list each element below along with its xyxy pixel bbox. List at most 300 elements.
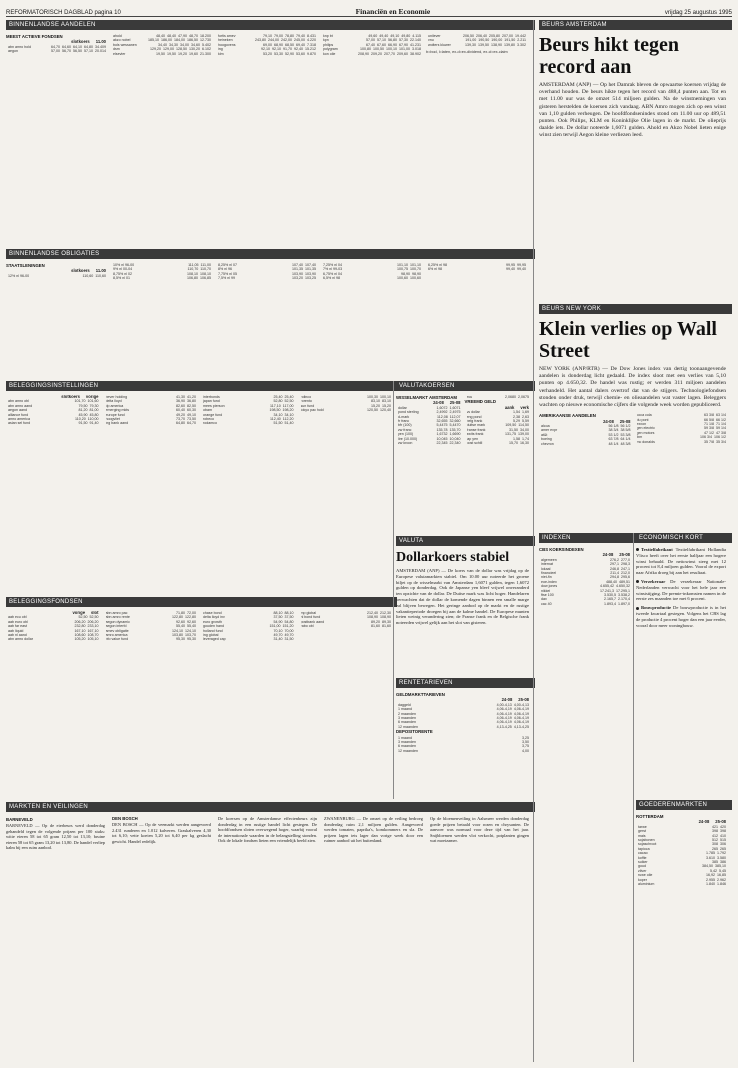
row-value: 107,40 — [305, 263, 316, 267]
row-label: tapioca — [638, 846, 650, 851]
header-center: Financiën en Economie — [355, 7, 431, 16]
row-value: 4,06-4,19 — [496, 711, 512, 716]
row-value: 205,80 — [489, 34, 500, 38]
row-label: leveraged cap — [203, 637, 226, 642]
row-value: 209,60 — [397, 51, 408, 56]
row-label: internat — [541, 562, 553, 567]
row-value: 4,13-4,25 — [496, 724, 512, 729]
row-label: du pont — [636, 417, 649, 422]
row-value: 88,10 — [284, 611, 294, 615]
row-value: 37,50 — [273, 615, 283, 620]
row-label: pond sterling — [398, 410, 419, 415]
instellingen-row — [201, 421, 294, 425]
row-value: 120,40 — [380, 408, 391, 413]
row-value: 83,10 — [382, 399, 391, 404]
row-value: 95,30 — [187, 637, 196, 642]
row-label: goud — [638, 864, 646, 869]
row-value: 92,10 — [272, 47, 281, 52]
row-value: 79,50 — [78, 403, 88, 408]
row-label: ftse 100 — [541, 593, 554, 598]
row-value: 385 — [712, 860, 718, 865]
row-label: financieel — [541, 571, 557, 576]
row-label: wolters kluwer — [428, 42, 451, 47]
kort-item-1-text: Textielfabrikant Hollandia Vlisco heeft over het eerste halfjaar een hogere winst behaald. De nettowinst steeg met 12 procent tot 8,4 miljoen gulden. Vooral de export naar Afrika droeg bij aan het resultaat. — [636, 547, 726, 576]
row-value: 47,90 — [178, 34, 187, 38]
row-label: cacao — [638, 851, 648, 856]
row-value: 1.792 — [717, 851, 726, 856]
row-value: 117,00 — [282, 403, 294, 408]
row-value: 4,00 — [522, 748, 529, 753]
row-value: 101,10 — [410, 263, 421, 267]
row-value: 51,40 — [284, 421, 294, 426]
row-label: aab nl aand — [8, 633, 27, 638]
row-value: 3.302 — [517, 42, 526, 47]
row-label: abn amro dollar — [8, 637, 33, 642]
row-value: 110,60 — [95, 273, 106, 278]
row-label: mees pierson — [203, 403, 225, 408]
row-label: unilever — [428, 34, 441, 38]
obligaties-title: STAATSLENINGEN — [6, 263, 45, 268]
markten-p2: DEN BOSCH — Op de veemarkt werden aangevoerd 2.431 runderen en 1.012 kalveren. Graskalveren 4,30 tot 6,10; vette koeien 5,20 tot 6,40 per kg geslacht gewicht. Handel redelijk. — [112, 822, 211, 844]
ny-title: AMERIKAANSE AANDELEN — [539, 413, 596, 419]
row-value: 37,50 — [284, 615, 294, 620]
row-label: eng pond — [466, 414, 482, 419]
row-value: 103,90 — [305, 271, 316, 276]
row-value: 108,70 — [87, 633, 99, 638]
bullet-icon — [636, 607, 639, 610]
row-value: 45,90 — [78, 412, 88, 417]
row-label: 8% nl 96 — [218, 267, 232, 272]
indexen-rows — [539, 558, 630, 606]
row-value: 265 — [712, 846, 718, 851]
kort-item-3 — [636, 605, 726, 628]
row-value: 1.840 — [706, 882, 715, 887]
row-value: 57,30 — [399, 38, 408, 43]
row-value: 190,50 — [478, 38, 490, 43]
row-value: 15,20 — [382, 403, 391, 408]
row-label: 3 maanden — [398, 716, 416, 721]
row-value: 92,10 — [261, 47, 270, 52]
row-label: euro growth — [203, 619, 222, 624]
row-value: 3.530,5 — [604, 593, 616, 598]
row-value: 91,70 — [283, 47, 292, 52]
row-value: 59 1/4 — [716, 426, 726, 431]
row-value: 124,10 — [185, 628, 196, 633]
row-label: aegon — [8, 49, 18, 54]
row-value: 108,90 — [380, 615, 391, 620]
row-label: robeco — [203, 417, 214, 422]
row-value: 55,40 — [176, 624, 185, 629]
col-slotkoers: slotkoers — [71, 268, 90, 274]
row-value: 47 3/8 — [716, 430, 726, 435]
row-label: ruwe olie — [638, 873, 653, 878]
row-label: coca cola — [636, 413, 652, 418]
row-value: 100,30 — [367, 395, 378, 399]
indexen-table — [539, 547, 630, 1062]
row-value: 2.165,7 — [604, 597, 616, 602]
row-label: mais — [638, 833, 646, 838]
row-value: 49,70 — [273, 633, 283, 638]
row-value: 277,0 — [621, 557, 630, 562]
kort-item-3-text: De bouwproductie is in het tweede kwartaal gestegen. Volgens het CBS lag de productie 4 procent hoger dan een jaar eerder, vooral door meer woningbouw. — [636, 605, 726, 628]
row-value: 211,4 — [610, 571, 619, 576]
row-value: 49,20 — [176, 412, 185, 417]
row-label: zw kroon — [398, 441, 413, 446]
depositorente-rows — [396, 736, 529, 754]
ny-table — [539, 413, 726, 446]
row-label: 2 maanden — [398, 711, 416, 716]
fondsen-rows — [6, 611, 391, 642]
row-label: 6,25% nl 98 — [428, 263, 447, 267]
row-label: bfr (100) — [398, 423, 412, 428]
column-divider — [393, 381, 394, 799]
row-label: abn amro aand — [8, 403, 33, 408]
row-value: 135,70 — [449, 427, 461, 432]
row-value: 19,60 — [189, 51, 198, 56]
row-label: koffie — [638, 855, 647, 860]
row-value: 32,655 — [436, 419, 448, 424]
valuta-body: AMSTERDAM (ANP) — De koers van de dollar was vrijdag op de Europese valutamarkten stabiel. Om 10.00 uur noteerde het groene biljet op de wisselmarkt van Amsterdam 1,6071 gulden, tegen 1,6072 gulden op donderdag. Ook de Japanse yen bleef vrijwel onveranderd ten opzichte van de dollar. De Duitse mark was licht hoger. Handelaren verwachten dat de dollar de komende dagen binnen een smalle marge zal blijven bewegen. Het geringe aanbod op de markt en de rustige vakantieperiode droegen bij aan de kalme handel. De Europese munten lieten weinig verandering zien; de Franse frank en de Belgische frank noteerden vrijwel gelijk aan het slot van gisteren. — [396, 568, 529, 626]
row-value: 41.231 — [410, 42, 421, 47]
row-value: 190,00 — [491, 38, 503, 43]
row-label: dow jones — [541, 584, 558, 589]
row-value: 48,40 — [167, 34, 176, 38]
row-value: 59 3/8 — [704, 426, 714, 431]
row-value: 1,58 — [513, 436, 520, 441]
instellingen-rows — [6, 395, 391, 426]
row-value: 12.730 — [200, 38, 211, 43]
row-value: 306 — [720, 842, 726, 847]
row-value: 186,00 — [161, 38, 172, 43]
aandelen-row — [216, 52, 316, 56]
goederen-title: ROTTERDAM — [636, 814, 664, 819]
row-value: 398 — [720, 829, 726, 834]
row-label: aab euro obl — [8, 619, 28, 624]
row-value: 185,10 — [148, 38, 159, 43]
row-label: kpn — [323, 38, 329, 43]
row-value: 308 — [712, 842, 718, 847]
col-2408: 24-08 — [501, 697, 513, 703]
row-value: 79,30 — [89, 403, 99, 408]
row-label: boeing — [541, 437, 552, 442]
row-value: 55,40 — [187, 624, 196, 629]
row-value: 9.870 — [307, 51, 316, 56]
section-markten-en-veilingen: MARKTEN EN VEILINGEN — [6, 802, 535, 812]
row-value: 49,10 — [187, 412, 196, 417]
row-label: bols wessanen — [113, 42, 137, 47]
row-value: 5,45 — [719, 868, 726, 873]
row-value: 1,54 — [513, 410, 520, 415]
row-value: 139,80 — [504, 42, 515, 47]
row-label: mc donalds — [636, 439, 655, 444]
aandelen-tables — [6, 34, 526, 246]
row-label: lire (10.000) — [398, 436, 418, 441]
row-value: 4,06-4,19 — [513, 720, 529, 725]
row-value: 89,20 — [371, 619, 380, 624]
row-value: 89,30 — [382, 619, 391, 624]
row-value: 128,50 — [176, 47, 187, 52]
row-value: 106,85 — [200, 276, 211, 281]
row-label: eoe-index — [541, 579, 557, 584]
row-label: dax — [541, 597, 547, 602]
row-value: 25,40 — [284, 395, 294, 399]
row-value: 109,50 — [505, 423, 517, 428]
row-value: 3,50 — [522, 740, 529, 745]
row-value: 100,75 — [397, 267, 408, 272]
row-value: 25,40 — [273, 395, 283, 399]
row-label: sun fund — [300, 403, 315, 408]
row-value: 67,60 — [377, 42, 386, 47]
row-value: 52,90 — [285, 51, 294, 56]
row-value: 243,80 — [255, 38, 266, 43]
row-value: 4,00-4,13 — [496, 702, 512, 707]
row-value: 2,0675 — [518, 395, 529, 399]
row-value: 34,00 — [180, 42, 189, 47]
row-value: 99,95 — [517, 263, 526, 267]
row-value: 103,70 — [185, 633, 196, 638]
row-value: 5,29 — [513, 419, 520, 424]
row-value: 81,20 — [78, 408, 88, 413]
row-value: 101,10 — [397, 263, 408, 267]
col-2508: 25-08 — [619, 418, 631, 424]
row-value: 56,50 — [73, 49, 82, 54]
row-value: 244,00 — [268, 38, 279, 43]
row-value: 103,25 — [305, 276, 316, 281]
row-value: 5,59 — [522, 419, 529, 424]
row-value: 206,40 — [476, 34, 487, 38]
row-value: 71,80 — [176, 611, 185, 615]
row-value: 68,50 — [285, 42, 294, 47]
row-value: 67,90 — [399, 42, 408, 47]
row-label: 12 maanden — [398, 724, 418, 729]
row-value: 4,06-4,19 — [496, 720, 512, 725]
row-value: 111,05 — [188, 263, 199, 267]
row-value: 515 — [720, 838, 726, 843]
row-value: 420 — [720, 824, 726, 829]
row-value: 103,20 — [292, 276, 303, 281]
row-value: 47 1/2 — [704, 430, 714, 435]
markten-p1: BARNEVELD — Op de eierbeurs werd donderdag gehandeld tegen de volgende prijzen per 100 stuks: witte eieren 58 tot 65 gram 12,50 tot 13,10; bruine eieren 58 tot 65 gram 13,20 tot 13,80. De handel verliep kalm bij een ruim aanbod. — [6, 823, 105, 851]
row-label: 9% nl 00-04 — [113, 267, 133, 272]
row-value: 106 3/4 — [700, 435, 712, 440]
section-economisch-kort: ECONOMISCH KORT — [636, 533, 732, 543]
row-value: 2.211 — [517, 38, 526, 43]
row-value: 1.846 — [717, 882, 726, 887]
newyork-headline: Klein verlies op Wall Street — [539, 318, 717, 362]
row-label: abn amro hold — [8, 44, 31, 49]
row-label: daggeld — [398, 702, 411, 707]
row-value: 101,35 — [305, 267, 316, 272]
vreemd-geld-rows — [465, 410, 530, 445]
row-value: 139,30 — [465, 42, 476, 47]
row-value: 207,70 — [384, 51, 395, 56]
row-label: sojaschroot — [638, 842, 657, 847]
row-label: tarwe — [638, 824, 647, 829]
row-value: 512 — [712, 838, 718, 843]
markten-p1-title: BARNEVELD — [6, 817, 33, 822]
row-label: obam — [203, 408, 212, 413]
row-value: 3,25 — [522, 735, 529, 740]
row-value: 19,50 — [167, 51, 176, 56]
row-value: 100,60 — [397, 276, 408, 281]
row-value: 208,90 — [358, 51, 369, 56]
row-value: 70,10 — [273, 628, 283, 633]
row-value: 4,06-4,19 — [513, 711, 529, 716]
row-value: 52,50 — [78, 615, 88, 620]
goederen-row — [636, 882, 726, 886]
row-value: 64,10 — [73, 44, 82, 49]
row-value: 167,10 — [87, 628, 99, 633]
row-value: 21.300 — [200, 51, 211, 56]
valuta-title: WISSELMARKT AMSTERDAM — [396, 395, 457, 400]
row-value: 49,70 — [284, 633, 294, 638]
row-value: 4.220 — [307, 38, 316, 43]
row-value: 34,10 — [284, 412, 294, 417]
col-2408: 24-08 — [698, 819, 710, 825]
row-value: 99,95 — [506, 263, 515, 267]
row-label: belg frank — [466, 419, 483, 424]
row-value: 71 1/4 — [716, 422, 726, 427]
row-label: 6,5% nl 98 — [323, 276, 340, 281]
row-value: 34,30 — [169, 42, 178, 47]
instellingen-row — [299, 408, 392, 412]
row-value: 129,20 — [150, 47, 161, 52]
row-label: koper — [638, 877, 647, 882]
row-label: tokyo pac hold — [300, 408, 324, 413]
row-label: klm — [218, 51, 224, 56]
row-value: 48,40 — [156, 34, 165, 38]
row-value: 56 1/8 — [608, 424, 619, 429]
row-value: 17.241,3 — [600, 588, 614, 593]
row-value: 79,40 — [296, 34, 305, 38]
row-value: 16,92 — [706, 873, 715, 878]
row-value: 51,50 — [273, 421, 283, 426]
row-value: 17.295,1 — [616, 588, 630, 593]
row-value: 54,80 — [284, 619, 294, 624]
instellingen-tables — [6, 395, 391, 593]
row-value: 72,00 — [187, 611, 196, 615]
row-value: 131,75 — [505, 432, 516, 437]
obligaties-row — [426, 267, 526, 271]
row-value: 64,60 — [62, 44, 71, 49]
row-label: 1 maand — [398, 707, 412, 712]
row-label: bfo value fund — [105, 637, 129, 642]
row-label: zilver — [638, 868, 647, 873]
row-value: 73,70 — [176, 417, 185, 422]
fondsen-row — [201, 637, 294, 641]
row-label: cac 40 — [541, 601, 552, 606]
aandelen-note: b=bod, l=laten, ex-d=ex-dividend, ex-cl=ex-claim — [426, 50, 508, 55]
row-value: 56,70 — [62, 49, 71, 54]
row-value: 56 1/2 — [620, 424, 631, 429]
row-value: 66,90 — [388, 42, 397, 47]
row-value: 103,80 — [172, 633, 183, 638]
row-label: philips — [323, 42, 334, 47]
row-value: 19,20 — [178, 51, 187, 56]
row-label: 12 maanden — [398, 748, 418, 753]
row-value: 95,30 — [176, 637, 185, 642]
vreemd-geld-row — [465, 441, 530, 445]
row-value: 64,70 — [187, 421, 196, 426]
row-value: 7.318 — [307, 42, 316, 47]
row-value: 35 7/8 — [704, 439, 714, 444]
col-2508: 25-08 — [518, 697, 529, 703]
row-value: 103,90 — [292, 271, 303, 276]
section-indexen: INDEXEN — [539, 533, 636, 543]
row-label: gen electric — [636, 426, 655, 431]
markten-column-1: De koersen op de Amsterdamse effectenbeurs zijn donderdag in een rustige handel licht gestegen. De hoofdfondsen sloten overwegend hoger, waarbij vooral de internationale waarden in de belangstelling stonden. Ook de lokale fondsen lieten een vriendelijk beeld zien. — [218, 816, 317, 844]
row-label: suiker — [638, 860, 648, 865]
aandelen-title: MEEST ACTIEVE FONDSEN — [6, 34, 63, 39]
row-value: 117,10 — [270, 403, 281, 408]
row-value: 98,90 — [412, 271, 421, 276]
row-value: 232,80 — [74, 624, 86, 629]
row-label: knp bt — [323, 34, 333, 38]
col-2408: 24-08 — [602, 552, 614, 558]
row-label: delta lloyd — [105, 399, 122, 404]
row-label: franse frank — [466, 427, 486, 432]
row-label: 10% nl 96-00 — [113, 263, 135, 267]
row-value: 54,90 — [273, 619, 283, 624]
row-label: ahold — [113, 34, 122, 38]
row-label: gouden hand — [203, 624, 224, 629]
row-label: 12% nl 96-00 — [8, 273, 30, 278]
header-left: REFORMATORISCH DAGBLAD pagina 10 — [6, 10, 121, 16]
row-label: kon olie — [323, 51, 336, 56]
row-value: 10,040 — [449, 436, 461, 441]
row-label: gen motors — [636, 430, 655, 435]
row-value: 3,75 — [522, 744, 529, 749]
row-value: 265 — [720, 846, 726, 851]
row-value: 191,00 — [465, 38, 477, 43]
row-value: 53,20 — [263, 51, 272, 56]
row-value: 112,08 — [437, 414, 448, 419]
row-label: aab far east — [8, 624, 27, 629]
col-slot: slot — [91, 611, 99, 615]
row-value: 1,6071 — [449, 405, 461, 410]
row-label: vnu — [428, 38, 434, 43]
row-label: aab ecu obl — [8, 615, 27, 620]
row-value: 78,80 — [285, 34, 294, 38]
row-value: 57,00 — [366, 38, 375, 43]
valuta-article — [396, 550, 529, 675]
indexen-row — [539, 602, 630, 606]
row-value: 38.902 — [410, 51, 421, 56]
row-value: 2,63 — [522, 414, 529, 419]
row-value: 4,00-4,13 — [513, 702, 529, 707]
kort-item-2-text: De verzekeraar Nationale-Nederlanden verwacht voor het hele jaar een winststijging. De premie-inkomsten namen in de eerste zes maanden toe met 6 procent. — [636, 578, 726, 602]
row-value: 101,60 — [87, 399, 99, 404]
row-value: 49,10 — [390, 34, 400, 38]
row-value: 64,80 — [176, 421, 185, 426]
row-value: 212,40 — [367, 611, 378, 615]
row-value: 1.893,4 — [604, 601, 616, 606]
row-value: 66 5/8 — [704, 417, 714, 422]
row-value: 4.650,32 — [616, 584, 630, 589]
row-value: 34,00 — [520, 427, 529, 432]
col-slotkoers: slotkoers — [71, 39, 90, 45]
row-value: 151,20 — [282, 624, 294, 629]
row-value: 15,20 — [371, 403, 380, 408]
row-value: 56,80 — [388, 38, 397, 43]
valuta-row — [396, 441, 461, 445]
row-value: 83,10 — [371, 399, 380, 404]
obligaties-tables — [6, 263, 526, 377]
row-value: 1.897,0 — [618, 601, 630, 606]
row-label: aegon interfd — [105, 624, 127, 629]
row-label: yen (100) — [398, 432, 414, 437]
row-value: 245,00 — [294, 38, 305, 43]
